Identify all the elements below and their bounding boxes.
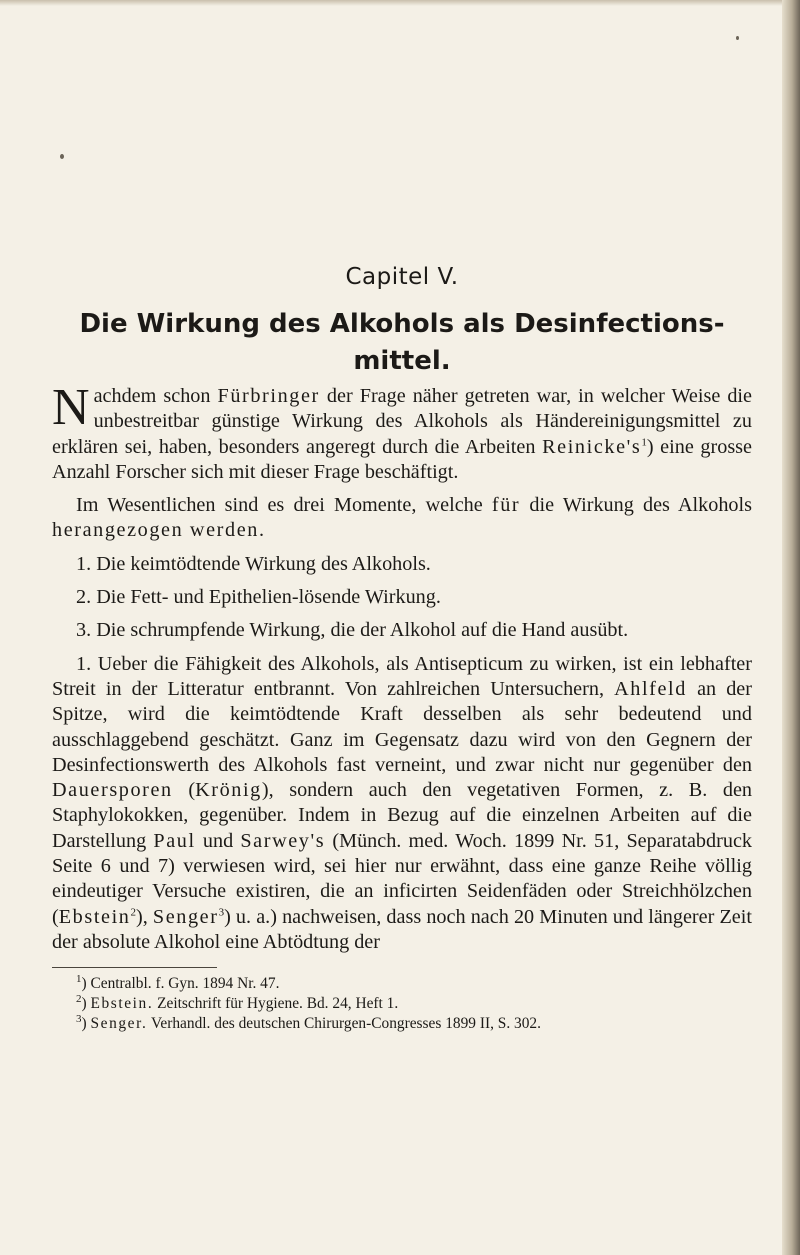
author-paul: Paul (153, 829, 196, 852)
footnote-3-author: Senger. (90, 1015, 148, 1033)
footnote-rule (52, 967, 217, 968)
footnote-2-author: Ebstein. (90, 995, 154, 1013)
chapter-title (52, 306, 752, 380)
intro-text-2: der Frage näher getreten war, in welcher Weise die unbestreitbar günstige Wirkung des Alkohols als Händereinigungsmittel zu erklären sei, haben, besonders angeregt durch die Arbeiten (52, 385, 752, 458)
footnotes (52, 974, 752, 1034)
chapter-title-line-2: mittel. (353, 346, 451, 376)
author-reinicke: Reinicke's (542, 435, 642, 458)
footnote-1-mark: 1 (76, 973, 82, 986)
footnote-1-text: ) Centralbl. f. Gyn. 1894 Nr. 47. (81, 975, 280, 993)
main-text-3: ( (172, 779, 196, 802)
page-text (52, 262, 752, 1034)
moments-paragraph (52, 493, 752, 544)
list-item-2: 2. Die Fett- und Epithelien-lösende Wirkung. (76, 586, 441, 609)
list-item-1: 1. Die keimtödtende Wirkung des Alkohols. (76, 552, 431, 575)
author-senger: Senger (152, 905, 219, 928)
page-edge-shadow (782, 0, 800, 1255)
moments-emph-1: für (491, 494, 521, 517)
main-text-2: an der Spitze, wird die keimtödtende Kraft desselben als sehr bedeutend und ausschlaggebend geschätzt. Ganz im Gegensatz dazu wird von den Gegnern der Desinfectionswerth des Alkohols fast verneint, und zwar nicht nur gegenüber den (52, 677, 752, 776)
main-text-4: ), sondern auch den vegetativen Formen, z. B. den Staphylokokken, gegenüber. Indem in Bezug auf die einzelnen Arbeiten auf die Darstellung (52, 779, 752, 852)
main-text-7: ), (136, 905, 153, 928)
intro-paragraph (52, 379, 752, 485)
footnote-ref-3: 3 (218, 905, 225, 918)
main-text-8: ) u. a.) nachweisen, dass noch nach 20 Minuten und längerer Zeit der absolute Alkohol eine Abtödtung der (52, 905, 752, 953)
chapter-label: Capitel V. (345, 264, 459, 290)
main-paragraph (52, 652, 752, 956)
intro-text-1: achdem schon (93, 385, 218, 407)
term-dauersporen: Dauersporen (52, 779, 173, 802)
main-text-5: und (195, 829, 241, 852)
footnote-1 (76, 974, 752, 994)
drop-cap: N (52, 379, 90, 436)
footnote-3-text: Verhandl. des deutschen Chirurgen-Congresses 1899 II, S. 302. (147, 1015, 541, 1033)
footnote-2: $^2$) Ebstein. Zeitschrift für Hygiene. Bd. 24, Heft 1. (76, 993, 399, 1013)
author-kroenig: Krönig (195, 779, 262, 802)
paper-speck (60, 154, 64, 159)
moments-text-1: Im Wesentlichen sind es drei Momente, welche (76, 494, 492, 517)
body-text (52, 379, 752, 955)
main-text-1: 1. Ueber die Fähigkeit des Alkohols, als Antisepticum zu wirken, ist ein lebhafter Streit in der Litteratur entbrannt. Von zahlreichen Untersuchern, (52, 652, 752, 700)
footnote-3-mark: 3 (76, 1013, 82, 1026)
list-item-3: 3. Die schrumpfende Wirkung, die der Alkohol auf die Hand ausübt. (76, 619, 629, 642)
footnote-ref-1: 1 (641, 435, 647, 448)
author-fuerbringer: Fürbringer (217, 385, 320, 407)
author-ahlfeld: Ahlfeld (614, 677, 687, 700)
moments-emph-2: herangezogen werden (52, 519, 259, 542)
intro-text-3: ) eine grosse Anzahl Forscher sich mit dieser Frage beschäftigt. (52, 435, 752, 483)
footnote-2-text: Zeitschrift für Hygiene. Bd. 24, Heft 1. (153, 995, 399, 1013)
main-text-6: (Münch. med. Woch. 1899 Nr. 51, Separatabdruck Seite 6 und 7) verwiesen wird, sei hier nur erwähnt, dass eine ganze Reihe völlig eindeutiger Versuche existiren, die an inficirten Seidenfäden oder Streichhölzchen ( (52, 829, 752, 928)
author-ebstein: Ebstein (58, 905, 131, 928)
moments-text-3: . (258, 519, 264, 542)
chapter-title-line-1: Die Wirkung des Alkohols als Desinfections- (79, 309, 725, 339)
paper-speck (736, 36, 739, 40)
footnote-3: $^3$) Senger. Verhandl. des deutschen Chirurgen-Congresses 1899 II, S. 302. (76, 1013, 541, 1033)
page-top-edge (0, 0, 800, 6)
moments-text-2: die Wirkung des Alkohols (520, 494, 752, 517)
footnote-2-mark: 2 (76, 993, 82, 1006)
author-sarwey: Sarwey's (240, 829, 326, 852)
footnote-ref-2: 2 (130, 905, 136, 918)
